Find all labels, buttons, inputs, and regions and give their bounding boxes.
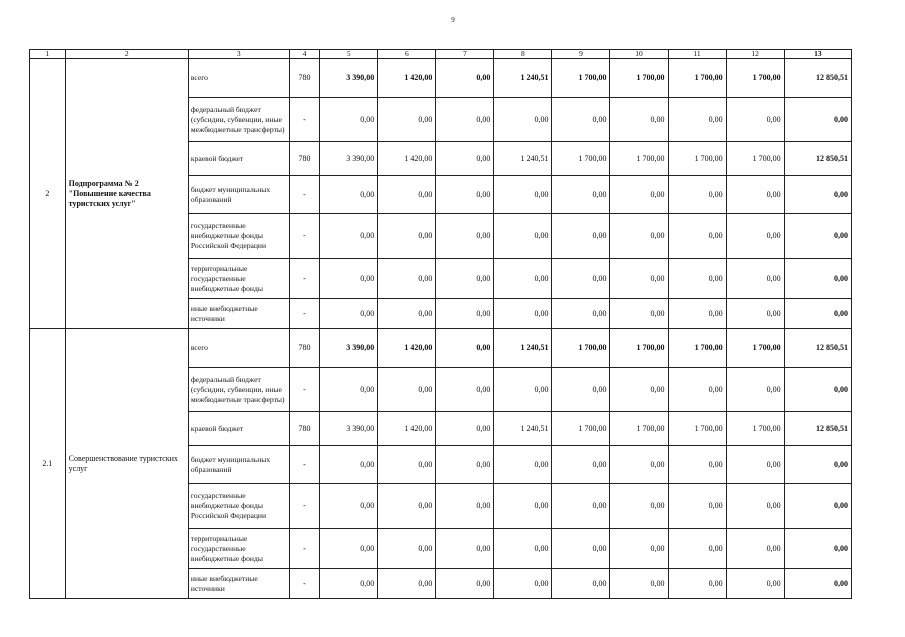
value-cell: 1 700,00 xyxy=(668,412,726,446)
code-cell: - xyxy=(289,446,320,484)
value-cell: 1 240,51 xyxy=(494,329,552,368)
funding-source: краевой бюджет xyxy=(188,142,289,176)
value-cell: 0,00 xyxy=(552,569,610,599)
value-cell: 0,00 xyxy=(610,569,668,599)
value-cell: 0,00 xyxy=(726,176,784,214)
value-cell: 0,00 xyxy=(494,529,552,569)
value-cell: 0,00 xyxy=(436,142,494,176)
value-cell: 1 240,51 xyxy=(494,59,552,98)
value-cell: 0,00 xyxy=(378,259,436,299)
value-cell: 0,00 xyxy=(610,484,668,529)
column-number: 5 xyxy=(320,50,378,59)
total-cell: 0,00 xyxy=(784,484,851,529)
value-cell: 1 700,00 xyxy=(552,412,610,446)
column-number: 12 xyxy=(726,50,784,59)
code-cell: - xyxy=(289,259,320,299)
value-cell: 1 700,00 xyxy=(610,329,668,368)
funding-source: всего xyxy=(188,59,289,98)
code-cell: 780 xyxy=(289,329,320,368)
value-cell: 1 700,00 xyxy=(552,329,610,368)
value-cell: 0,00 xyxy=(494,98,552,142)
code-cell: 780 xyxy=(289,142,320,176)
value-cell: 0,00 xyxy=(668,214,726,259)
value-cell: 0,00 xyxy=(436,529,494,569)
total-cell: 12 850,51 xyxy=(784,142,851,176)
value-cell: 0,00 xyxy=(552,368,610,412)
value-cell: 0,00 xyxy=(436,329,494,368)
value-cell: 0,00 xyxy=(320,98,378,142)
code-cell: - xyxy=(289,529,320,569)
code-cell: - xyxy=(289,368,320,412)
column-number: 2 xyxy=(65,50,188,59)
value-cell: 0,00 xyxy=(378,299,436,329)
table-row xyxy=(30,59,852,98)
total-cell: 0,00 xyxy=(784,176,851,214)
value-cell: 0,00 xyxy=(436,214,494,259)
funding-source: федеральный бюджет (субсидии, субвенции, иные межбюджетные трансферты) xyxy=(188,368,289,412)
column-number: 4 xyxy=(289,50,320,59)
value-cell: 0,00 xyxy=(552,529,610,569)
value-cell: 0,00 xyxy=(726,259,784,299)
funding-source: краевой бюджет xyxy=(188,412,289,446)
total-cell: 12 850,51 xyxy=(784,59,851,98)
value-cell: 1 420,00 xyxy=(378,329,436,368)
value-cell: 0,00 xyxy=(726,214,784,259)
column-number: 1 xyxy=(30,50,66,59)
value-cell: 1 420,00 xyxy=(378,142,436,176)
value-cell: 0,00 xyxy=(552,446,610,484)
value-cell: 0,00 xyxy=(494,299,552,329)
value-cell: 0,00 xyxy=(726,484,784,529)
value-cell: 0,00 xyxy=(494,368,552,412)
value-cell: 0,00 xyxy=(378,176,436,214)
value-cell: 1 700,00 xyxy=(726,329,784,368)
value-cell: 0,00 xyxy=(610,259,668,299)
funding-source: государственные внебюджетные фонды Российской Федерации xyxy=(188,214,289,259)
value-cell: 0,00 xyxy=(668,176,726,214)
value-cell: 0,00 xyxy=(610,446,668,484)
funding-source: всего xyxy=(188,329,289,368)
value-cell: 3 390,00 xyxy=(320,142,378,176)
value-cell: 1 700,00 xyxy=(726,412,784,446)
value-cell: 0,00 xyxy=(378,569,436,599)
column-number: 9 xyxy=(552,50,610,59)
value-cell: 0,00 xyxy=(726,98,784,142)
funding-source: территориальные государственные внебюджетные фонды xyxy=(188,259,289,299)
value-cell: 0,00 xyxy=(668,484,726,529)
code-cell: 780 xyxy=(289,412,320,446)
value-cell: 0,00 xyxy=(320,368,378,412)
column-number: 8 xyxy=(494,50,552,59)
value-cell: 0,00 xyxy=(378,529,436,569)
program-name: Подпрограмма № 2 "Повышение качества туристских услуг" xyxy=(65,59,188,329)
value-cell: 1 240,51 xyxy=(494,142,552,176)
funding-source: федеральный бюджет (субсидии, субвенции, иные межбюджетные трансферты) xyxy=(188,98,289,142)
value-cell: 0,00 xyxy=(668,299,726,329)
value-cell: 0,00 xyxy=(320,259,378,299)
value-cell: 1 700,00 xyxy=(726,59,784,98)
value-cell: 0,00 xyxy=(726,299,784,329)
header-row xyxy=(30,50,852,59)
column-number: 3 xyxy=(188,50,289,59)
value-cell: 1 700,00 xyxy=(610,412,668,446)
value-cell: 0,00 xyxy=(436,484,494,529)
value-cell: 0,00 xyxy=(378,484,436,529)
value-cell: 3 390,00 xyxy=(320,329,378,368)
code-cell: - xyxy=(289,176,320,214)
funding-source: территориальные государственные внебюджетные фонды xyxy=(188,529,289,569)
code-cell: 780 xyxy=(289,59,320,98)
value-cell: 0,00 xyxy=(378,98,436,142)
value-cell: 0,00 xyxy=(436,259,494,299)
total-cell: 12 850,51 xyxy=(784,412,851,446)
value-cell: 0,00 xyxy=(552,299,610,329)
funding-source: бюджет муниципальных образований xyxy=(188,176,289,214)
value-cell: 0,00 xyxy=(726,529,784,569)
value-cell: 1 700,00 xyxy=(668,142,726,176)
total-cell: 0,00 xyxy=(784,259,851,299)
page-number: 9 xyxy=(451,16,455,24)
value-cell: 0,00 xyxy=(378,214,436,259)
table-row xyxy=(30,329,852,368)
value-cell: 0,00 xyxy=(320,299,378,329)
code-cell: - xyxy=(289,98,320,142)
value-cell: 0,00 xyxy=(494,484,552,529)
code-cell: - xyxy=(289,214,320,259)
total-cell: 12 850,51 xyxy=(784,329,851,368)
value-cell: 1 700,00 xyxy=(610,142,668,176)
value-cell: 0,00 xyxy=(436,368,494,412)
budget-table xyxy=(29,49,852,599)
value-cell: 0,00 xyxy=(494,569,552,599)
value-cell: 0,00 xyxy=(494,259,552,299)
value-cell: 0,00 xyxy=(552,176,610,214)
value-cell: 0,00 xyxy=(668,98,726,142)
value-cell: 0,00 xyxy=(610,368,668,412)
value-cell: 0,00 xyxy=(668,569,726,599)
value-cell: 0,00 xyxy=(552,98,610,142)
column-number: 13 xyxy=(784,50,851,59)
value-cell: 0,00 xyxy=(726,569,784,599)
value-cell: 1 420,00 xyxy=(378,412,436,446)
row-number: 2.1 xyxy=(30,329,66,599)
column-number: 11 xyxy=(668,50,726,59)
value-cell: 1 700,00 xyxy=(668,329,726,368)
funding-source: иные внебюджетные источники xyxy=(188,299,289,329)
value-cell: 0,00 xyxy=(668,529,726,569)
code-cell: - xyxy=(289,569,320,599)
value-cell: 0,00 xyxy=(552,259,610,299)
total-cell: 0,00 xyxy=(784,368,851,412)
funding-source: бюджет муниципальных образований xyxy=(188,446,289,484)
total-cell: 0,00 xyxy=(784,98,851,142)
value-cell: 0,00 xyxy=(320,176,378,214)
value-cell: 0,00 xyxy=(436,98,494,142)
column-number: 6 xyxy=(378,50,436,59)
value-cell: 0,00 xyxy=(378,368,436,412)
funding-source: государственные внебюджетные фонды Российской Федерации xyxy=(188,484,289,529)
value-cell: 1 700,00 xyxy=(668,59,726,98)
value-cell: 0,00 xyxy=(668,368,726,412)
value-cell: 0,00 xyxy=(726,446,784,484)
total-cell: 0,00 xyxy=(784,446,851,484)
value-cell: 0,00 xyxy=(320,214,378,259)
value-cell: 1 700,00 xyxy=(610,59,668,98)
value-cell: 0,00 xyxy=(320,446,378,484)
value-cell: 0,00 xyxy=(610,299,668,329)
value-cell: 0,00 xyxy=(494,446,552,484)
value-cell: 0,00 xyxy=(668,446,726,484)
value-cell: 0,00 xyxy=(436,569,494,599)
value-cell: 3 390,00 xyxy=(320,59,378,98)
value-cell: 0,00 xyxy=(668,259,726,299)
total-cell: 0,00 xyxy=(784,529,851,569)
code-cell: - xyxy=(289,484,320,529)
value-cell: 0,00 xyxy=(436,299,494,329)
value-cell: 0,00 xyxy=(436,446,494,484)
value-cell: 1 700,00 xyxy=(552,59,610,98)
value-cell: 0,00 xyxy=(436,412,494,446)
row-number: 2 xyxy=(30,59,66,329)
value-cell: 0,00 xyxy=(610,529,668,569)
value-cell: 1 700,00 xyxy=(726,142,784,176)
value-cell: 1 700,00 xyxy=(552,142,610,176)
value-cell: 0,00 xyxy=(494,176,552,214)
value-cell: 1 240,51 xyxy=(494,412,552,446)
program-name: Совершенствование туристских услуг xyxy=(65,329,188,599)
value-cell: 0,00 xyxy=(726,368,784,412)
funding-source: иные внебюджетные источники xyxy=(188,569,289,599)
value-cell: 0,00 xyxy=(436,59,494,98)
value-cell: 0,00 xyxy=(378,446,436,484)
code-cell: - xyxy=(289,299,320,329)
value-cell: 0,00 xyxy=(610,214,668,259)
value-cell: 0,00 xyxy=(552,214,610,259)
value-cell: 0,00 xyxy=(610,176,668,214)
total-cell: 0,00 xyxy=(784,214,851,259)
value-cell: 0,00 xyxy=(552,484,610,529)
value-cell: 0,00 xyxy=(610,98,668,142)
value-cell: 0,00 xyxy=(494,214,552,259)
value-cell: 1 420,00 xyxy=(378,59,436,98)
column-number: 10 xyxy=(610,50,668,59)
value-cell: 0,00 xyxy=(320,569,378,599)
total-cell: 0,00 xyxy=(784,569,851,599)
value-cell: 3 390,00 xyxy=(320,412,378,446)
column-number: 7 xyxy=(436,50,494,59)
total-cell: 0,00 xyxy=(784,299,851,329)
value-cell: 0,00 xyxy=(436,176,494,214)
value-cell: 0,00 xyxy=(320,484,378,529)
value-cell: 0,00 xyxy=(320,529,378,569)
